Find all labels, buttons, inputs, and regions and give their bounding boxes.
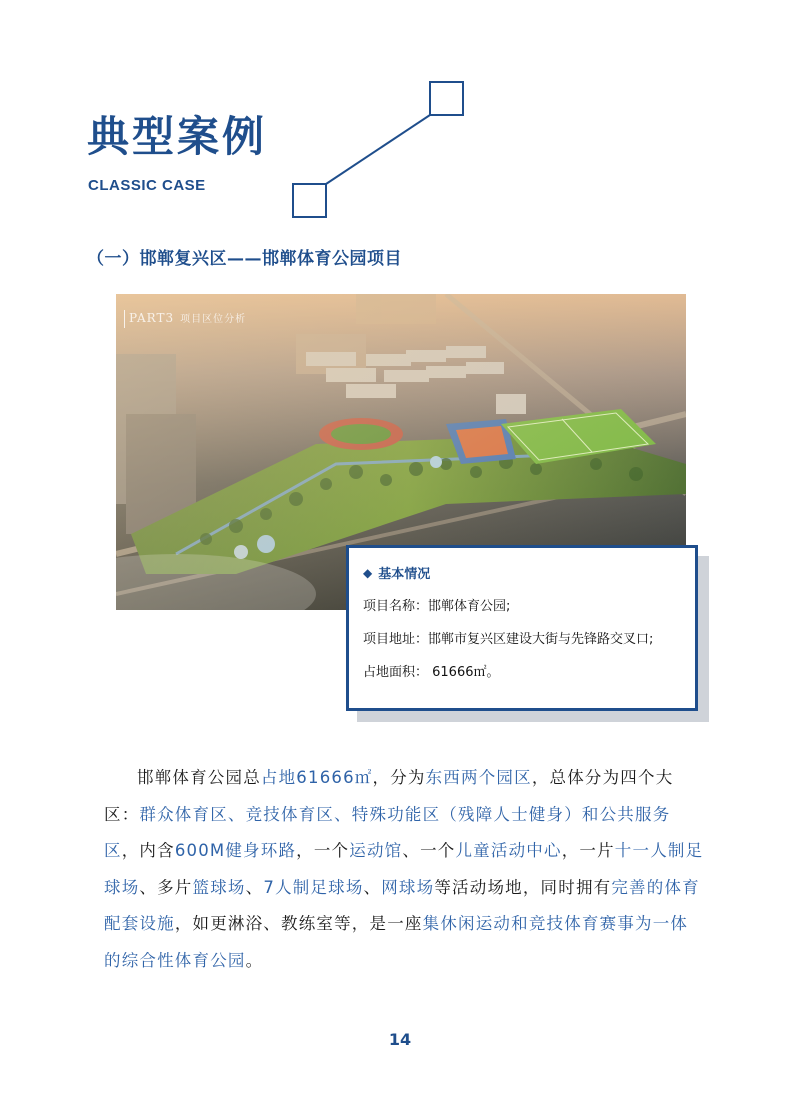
- body-text-segment: 、: [245, 877, 264, 897]
- body-text-segment: 。: [245, 950, 264, 970]
- body-text-segment: ，如更淋浴、教练室等，是一座: [174, 914, 423, 933]
- body-text-segment: 、一个: [402, 841, 456, 860]
- body-highlight: 集休闲运动和竞技体育赛事为一体的综合性体育公园: [104, 914, 689, 970]
- body-highlight: 运动馆: [349, 841, 403, 860]
- body-highlight: 600M健身环路: [174, 841, 297, 860]
- body-highlight: 十一人制足球场: [104, 841, 704, 897]
- body-highlight: 占地61666㎡: [260, 768, 373, 787]
- page-number: 14: [388, 1030, 412, 1049]
- body-highlight: 群众体育区、竞技体育区、特殊功能区（残障人士健身）和公共服务区: [104, 804, 671, 860]
- body-highlight: 7人制足球场: [263, 877, 364, 897]
- project-address: 项目地址：邯郸市复兴区建设大街与先锋路交叉口;: [363, 632, 654, 647]
- body-highlight: 网球场: [381, 877, 435, 897]
- body-paragraph: [104, 760, 704, 979]
- project-name: 项目名称：邯郸体育公园;: [363, 599, 511, 614]
- body-text-segment: 、多片: [139, 877, 193, 897]
- body-text-segment: ，一个: [296, 841, 350, 860]
- body-text-segment: ，内含: [121, 841, 175, 860]
- body-text-segment: 、: [363, 877, 382, 897]
- image-part-label: [124, 310, 246, 328]
- page-title: 典型案例: [87, 112, 268, 161]
- page-subtitle: CLASSIC CASE: [88, 177, 206, 194]
- info-card-header: [363, 563, 681, 582]
- image-part-subtitle: 项目区位分析: [180, 314, 247, 325]
- body-highlight: 儿童活动中心: [455, 841, 562, 860]
- project-area: 占地面积： 61666㎡。: [363, 665, 500, 680]
- body-text-segment: 等活动场地，同时拥有: [434, 877, 612, 897]
- body-text-segment: ，一片: [561, 841, 615, 860]
- body-highlight: 完善的体育配套设施: [104, 877, 700, 933]
- body-highlight: 东西两个园区: [425, 768, 532, 787]
- body-text-segment: ，分为: [372, 768, 426, 787]
- info-card-title: 基本情况: [378, 567, 431, 582]
- diamond-icon: ◆: [363, 565, 373, 580]
- body-highlight: 篮球场: [192, 877, 246, 897]
- body-text-segment: 邯郸体育公园总: [137, 768, 261, 787]
- info-card: [346, 545, 698, 711]
- section-title: （一）邯郸复兴区——邯郸体育公园项目: [87, 249, 402, 269]
- body-text-segment: ，总体分为四个大区：: [104, 768, 674, 824]
- image-part-tag: PART3: [129, 311, 175, 325]
